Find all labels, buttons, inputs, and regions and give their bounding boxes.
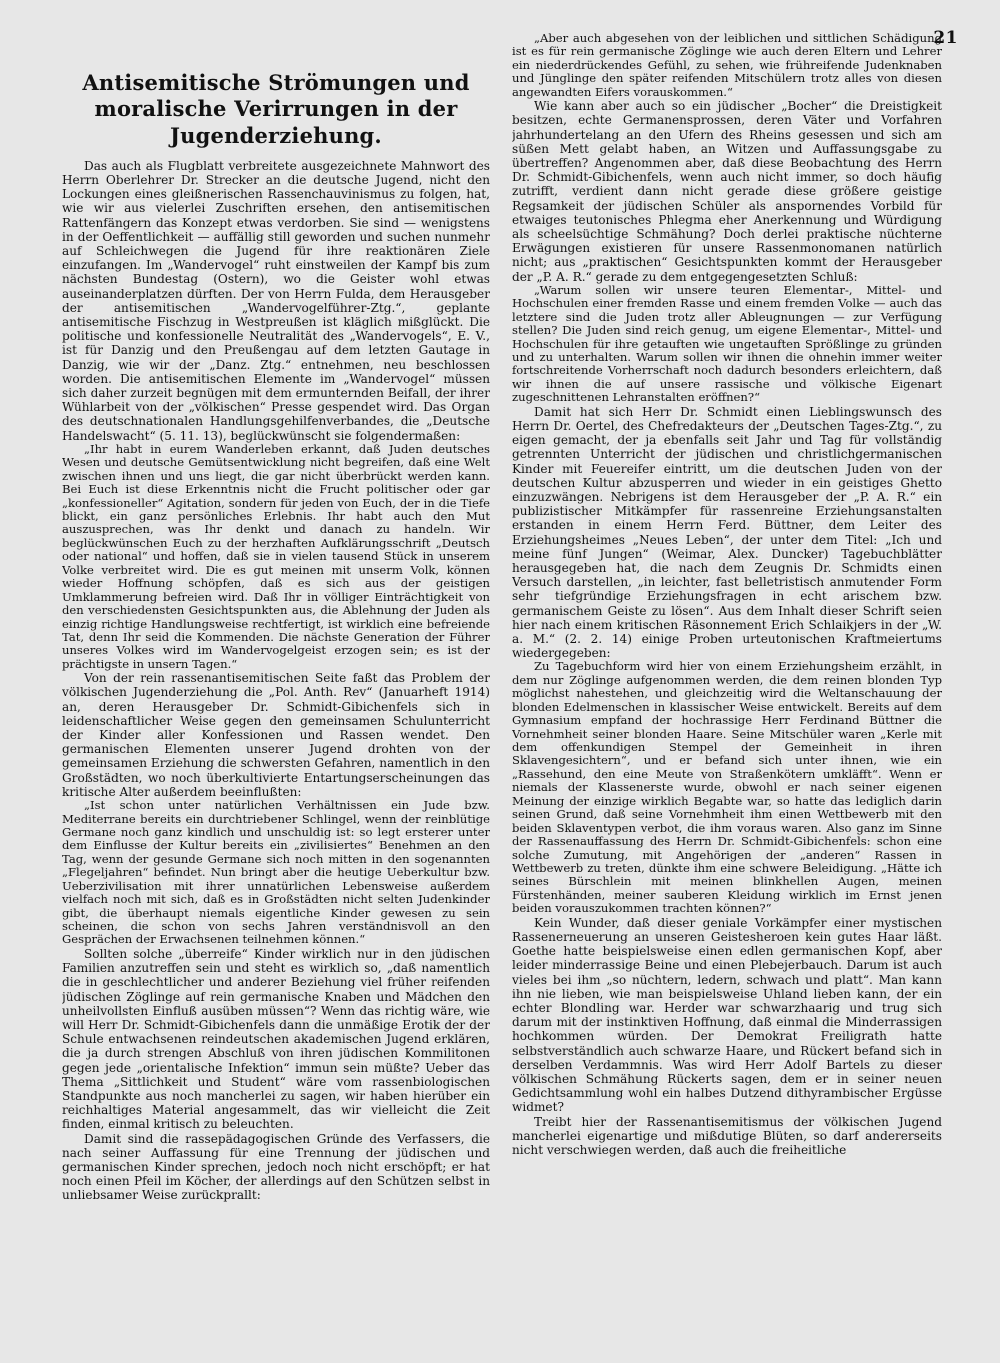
quote-paragraph: „Warum sollen wir unsere teuren Elementar-, Mittel- und Hochschulen einer fremden Rasse und einem fremden Volke — auch das letztere sind die Juden trotz aller Ableugnungen — zur Verfügung stellen? Die Juden sind reich genug, um eigene Elementar-, Mittel- und Hochschulen für ihre getauften wie ungetauften Sprößlinge zu gründen und zu unterhalten. Warum sollen wir ihnen die ohnehin immer weiter fortschreitende Vorherrschaft noch dadurch besonders erleichtern, daß wir ihnen die auf unsere rassische und völkische Eigenart zugeschnittenen Lehranstalten eröffnen?“	[512, 282, 942, 405]
paragraph: Treibt hier der Rassenantisemitismus der völkischen Jugend mancherlei eigenartige und mißdutige Blüten, so darf andererseits nicht verschwiegen werden, daß auch die freiheitliche	[512, 1114, 942, 1157]
paragraph: Damit hat sich Herr Dr. Schmidt einen Lieblingswunsch des Herrn Dr. Oertel, des Chefredakteurs der „Deutschen Tages-Ztg.“, zu eigen gemacht, der ja ebenfalls seit Jahr und Tag für vollständig getrennten Unterricht der jüdischen und christlichgermanischen Kinder mit Feuereifer eintritt, um die deutschen Juden von der deutschen Kultur abzusperren und wieder in ein geistiges Ghetto einzuzwängen. Nebrigens ist dem Herausgeber der „P. A. R.“ ein publizistischer Mitkämpfer für rassenreine Erziehungsanstalten erstanden in einem Herrn Ferd. Büttner, dem Leiter des Erziehungsheimes „Neues Leben“, der unter dem Titel: „Ich und meine fünf Jungen“ (Weimar, Alex. Duncker) Tagebuchblätter herausgegeben hat, die nach dem Zeugnis Dr. Schmidts einen Versuch darstellen, „in leichter, fast belletristisch anmutender Form sehr tiefgründige Erziehungsfragen in echt arischem bzw. germanischem Geiste zu lösen“. Aus dem Inhalt dieser Schrift seien hier nach einem kritischen Räsonnement Erich Schlaikjers in der „W. a. M.“ (2. 2. 14) einige Proben urteutonischen Kraftmeiertums wiedergegeben:	[512, 404, 942, 661]
paragraph: Damit sind die rassepädagogischen Gründe des Verfassers, die nach seiner Auffassung für eine Trennung der jüdischen und germanischen Kinder sprechen, jedoch noch nicht erschöpft; er hat noch einen Pfeil im Köcher, der allerdings auf den Schützen selbst in unliebsamer Weise zurückprallt:	[62, 1131, 490, 1203]
text-columns	[62, 32, 962, 1333]
quote-paragraph: „Ihr habt in eurem Wanderleben erkannt, daß Juden deutsches Wesen und deutsche Gemütsentwicklung nicht begreifen, daß eine Welt zwischen ihnen und uns liegt, die gar nicht überbrückt werden kann. Bei Euch ist diese Erkenntnis nicht die Frucht politischer oder gar „konfessioneller“ Agitation, sondern für jeden von Euch, der in die Tiefe blickt, ein ganz persönliches Erlebnis. Ihr habt auch den Mut auszusprechen, was Ihr denkt und danach zu handeln. Wir beglückwünschen Euch zu der herzhaften Aufklärungsschrift „Deutsch oder national“ und hoffen, daß sie in vielen tausend Stück in unserem Volke verbreitet wird. Die es gut meinen mit unserm Volk, können wieder Hoffnung schöpfen, daß es sich aus der geistigen Umklammerung befreien wird. Daß Ihr in völliger Einträchtigkeit von den verschiedensten Gesichtspunkten aus, die Ablehnung der Juden als einzig richtige Handlungsweise rechtfertigt, ist wirklich eine befreiende Tat, denn Ihr seid die Kommenden. Die nächste Generation der Führer unseres Volkes wird im Wandervogelgeist erzogen sein; es ist der prächtigste in unsern Tagen.“	[62, 441, 490, 671]
quote-paragraph: „Aber auch abgesehen von der leiblichen und sittlichen Schädigung ist es für rein germanische Zöglinge wie auch deren Eltern und Lehrer ein niederdrückendes Gefühl, zu sehen, wie frühreifende Judenknaben und Jünglinge den später reifenden Mitschülern trotz alles von diesen angewandten Eifers vorauskommen.“	[512, 32, 942, 99]
paragraph: Sollten solche „überreife“ Kinder wirklich nur in den jüdischen Familien anzutreffen sein und steht es wirklich so, „daß namentlich die in geschlechtlicher und anderer Beziehung viel früher reifenden jüdischen Zöglinge auf rein germanische Knaben und Mädchen den unheilvollsten Einfluß ausüben müssen“? Wenn das richtig wäre, wie will Herr Dr. Schmidt-Gibichenfels dann die unmäßige Erotik der der Schule entwachsenen reindeutschen akademischen Jugend erklären, die ja durch strengen Abschluß von ihren jüdischen Kommilitonen gegen jede „orientalische Infektion“ immun sein müßte? Ueber das Thema „Sittlichkeit und Student“ wäre vom rassenbiologischen Standpunkte aus noch mancherlei zu sagen, wir haben hierüber ein reichhaltiges Material angesammelt, das wir vielleicht die Zeit finden, einmal kritisch zu beleuchten.	[62, 946, 490, 1132]
article-title: Antisemitische Strömungen und moralische Verirrungen in der Jugenderziehung.	[82, 70, 470, 148]
paragraph: Wie kann aber auch so ein jüdischer „Bocher“ die Dreistigkeit besitzen, echte Germanensprossen, deren Väter und Vorfahren jahrhundertelang an den Ufern des Rheins gesessen und sich am süßen Mett gelabt haben, an Witzen und Auffassungsgabe zu übertreffen? Angenommen aber, daß diese Beobachtung des Herrn Dr. Schmidt-Gibichenfels, wenn auch nicht immer, so doch häufig zutrifft, verdient dann nicht gerade diese größere geistige Regsamkeit der jüdischen Schüler als anspornendes Vorbild für etwaiges teutonisches Phlegma eher Anerkennung und Würdigung als scheelsüchtige Schmähung? Doch derlei praktische nüchterne Erwägungen existieren für unsere Rassenmonomanen natürlich nicht; aus „praktischen“ Gesichtspunkten kommt der Herausgeber der „P. A. R.“ gerade zu dem entgegengesetzten Schluß:	[512, 99, 942, 284]
paragraph: Kein Wunder, daß dieser geniale Vorkämpfer einer mystischen Rassenerneuerung an unseren Geistesheroen kein gutes Haar läßt. Goethe hatte beispielsweise einen edlen germanischen Kopf, aber leider minderrassige Beine und einen Plebejerbauch. Darum ist auch vieles bei ihm „so nüchtern, ledern, schwach und platt“. Man kann ihn nie lieben, wie man beispielsweise Uhland lieben kann, der ein echter Blondling war. Herder war schwarzhaarig und trug sich darum mit der instinktiven Hoffnung, daß einmal die Minderrassigen hochkommen würden. Der Demokrat Freiligrath hatte selbstverständlich auch schwarze Haare, und Rückert befand sich in derselben Verdammnis. Was wird Herr Adolf Bartels zu dieser völkischen Schmähung Rückerts sagen, dem er in seiner neuen Gedichtsammlung wohl ein halbes Dutzend dithyrambischer Ergüsse widmet?	[512, 915, 942, 1115]
left-column	[62, 32, 490, 1333]
quote-paragraph: Zu Tagebuchform wird hier von einem Erziehungsheim erzählt, in dem nur Zöglinge aufgenommen werden, die dem reinen blonden Typ möglichst nahestehen, und gleichzeitig wird die Weltanschauung der blonden Edelmenschen in klassischer Weise entwickelt. Bereits auf dem Gymnasium empfand der hochrassige Herr Ferdinand Büttner die Vornehmheit seiner blonden Haare. Seine Mitschüler waren „Kerle mit dem offenkundigen Stempel der Gemeinheit in ihren Sklavengesichtern“, und er befand sich unter ihnen, wie ein „Rassehund, den eine Meute von Straßenkötern umkläfft“. Wenn er niemals der Klassenerste wurde, obwohl er nach seiner eigenen Meinung der einzige wirklich Begabte war, so hatte das lediglich darin seinen Grund, daß seine Vornehmheit ihm einen Wettbewerb mit den beiden Sklaventypen verbot, die ihm voraus waren. Also ganz im Sinne der Rassenauffassung des Herrn Dr. Schmidt-Gibichenfels: schon eine solche Zumutung, mit Angehörigen der „anderen“ Rassen in Wettbewerb zu treten, dünkte ihm eine schwere Beleidigung. „Hätte ich seines Bürschlein mit meinen blinkhellen Augen, meinen Fürstenhänden, meiner sauberen Kleidung wirklich im Ernst jenen beiden vorauszukommen trachten können?“	[512, 659, 942, 916]
right-column	[512, 32, 942, 1333]
paragraph: Von der rein rassenantisemitischen Seite faßt das Problem der völkischen Jugenderziehung die „Pol. Anth. Rev“ (Januarheft 1914) an, deren Herausgeber Dr. Schmidt-Gibichenfels sich in leidenschaftlicher Weise gegen den gemeinsamen Schulunterricht der Kinder aller Konfessionen und Rassen wendet. Den germanischen Elementen unserer Jugend drohten von der gemeinsamen Erziehung die schwersten Gefahren, namentlich in den Großstädten, wo noch überkultivierte Entartungserscheinungen das kritische Alter außerdem beeinflußten:	[62, 671, 490, 799]
paragraph: Das auch als Flugblatt verbreitete ausgezeichnete Mahnwort des Herrn Oberlehrer Dr. Strecker an die deutsche Jugend, nicht den Lockungen eines gleißnerischen Rassenchauvinismus zu folgen, hat, wie wir aus vielerlei Zuschriften ersehen, den antisemitischen Rattenfängern das Konzept etwas verdorben. Sie sind — wenigstens in der Oeffentlichkeit — auffällig still geworden und suchen nunmehr auf Schleichwegen die Jugend für ihre reaktionären Ziele einzufangen. Im „Wandervogel“ ruht einstweilen der Kampf bis zum nächsten Bundestag (Ostern), wo die Geister wohl etwas auseinanderplatzen dürften. Der von Herrn Fulda, dem Herausgeber der antisemitischen „Wandervogelführer-Ztg.“, geplante antisemitische Fischzug in Westpreußen ist kläglich mißglückt. Die politische und konfessionelle Neutralität des „Wandervogels“, E. V., ist für Danzig und den Preußengau auf dem letzten Gautage in Danzig, wie wir der „Danz. Ztg.“ entnehmen, neu beschlossen worden. Die antisemitischen Elemente im „Wandervogel“ müssen sich daher zurzeit begnügen mit dem ermunternden Beifall, der ihrer Wühlarbeit von der „völkischen“ Presse gespendet wird. Das Organ des deutschnationalen Handlungsgehilfenverbandes, die „Deutsche Handelswacht“ (5. 11. 13), beglückwünscht sie folgendermaßen:	[62, 158, 490, 443]
quote-paragraph: „Ist schon unter natürlichen Verhältnissen ein Jude bzw. Mediterrane bereits ein durchtriebener Schlingel, wenn der reinblütige Germane noch ganz kindlich und unschuldig ist: so legt ersterer unter dem Einflusse der Kultur bereits ein „zivilisiertes“ Benehmen an den Tag, wenn der gesunde Germane sich noch mitten in den sogenannten „Flegeljahren“ befindet. Nun bringt aber die heutige Ueberkultur bzw. Ueberzivilisation mit ihrer unnatürlichen Lebensweise außerdem vielfach noch mit sich, daß es in Großstädten nicht selten Judenkinder gibt, die überhaupt niemals eigentliche Kinder gewesen zu sein scheinen, die schon von sechs Jahren verständnisvoll an den Gesprächen der Erwachsenen teilnehmen können.“	[62, 798, 490, 947]
page-number: 21	[933, 28, 958, 48]
